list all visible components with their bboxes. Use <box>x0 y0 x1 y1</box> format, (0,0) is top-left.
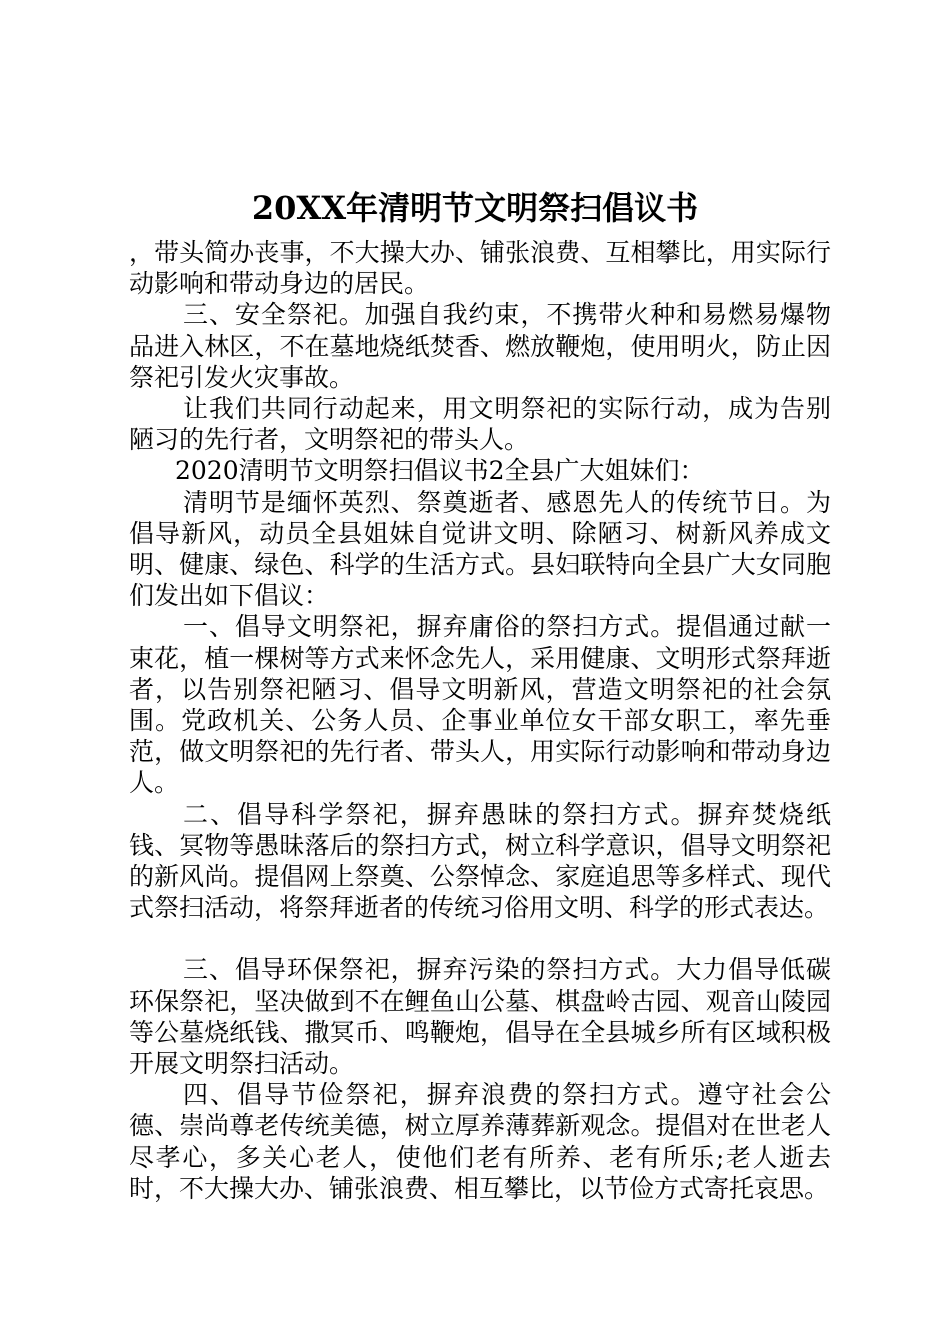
paragraph-item-3: 三、倡导环保祭祀，摒弃污染的祭扫方式。大力倡导低碳环保祭祀，坚决做到不在鲤鱼山公墓、棋盘岭古园、观音山陵园等公墓烧纸钱、撒冥币、鸣鞭炮，倡导在全县城乡所有区域积极开展文明祭扫活动。 <box>129 955 831 1079</box>
paragraph-item-2: 二、倡导科学祭祀，摒弃愚昧的祭扫方式。摒弃焚烧纸钱、冥物等愚昧落后的祭扫方式，树立科学意识，倡导文明祭祀的新风尚。提倡网上祭奠、公祭悼念、家庭追思等多样式、现代式祭扫活动，将祭拜逝者的传统习俗用文明、科学的形式表达。 <box>129 799 831 923</box>
document-body <box>129 237 831 1204</box>
paragraph-item-4: 四、倡导节俭祭祀，摒弃浪费的祭扫方式。遵守社会公德、崇尚尊老传统美德，树立厚养薄葬新观念。提倡对在世老人尽孝心，多关心老人，使他们老有所养、老有所乐;老人逝去时，不大操大办、铺张浪费、相互攀比，以节俭方式寄托哀思。 <box>129 1080 831 1203</box>
paragraph-continuation: ，带头简办丧事，不大操大办、铺张浪费、互相攀比，用实际行动影响和带动身边的居民。 <box>129 238 831 299</box>
paragraph-item-1: 一、倡导文明祭祀，摒弃庸俗的祭扫方式。提倡通过献一束花，植一棵树等方式来怀念先人，采用健康、文明形式祭拜逝者，以告别祭祀陋习、倡导文明新风，营造文明祭祀的社会氛围。党政机关、公务人员、企事业单位女干部女职工，率先垂范，做文明祭祀的先行者、带头人，用实际行动影响和带动身边人。 <box>129 612 831 798</box>
paragraph-intro: 清明节是缅怀英烈、祭奠逝者、感恩先人的传统节日。为倡导新风，动员全县姐妹自觉讲文明、除陋习、树新风养成文明、健康、绿色、科学的生活方式。县妇联特向全县广大女同胞们发出如下倡议： <box>129 487 831 611</box>
document-title: 20XX年清明节文明祭扫倡议书 <box>251 189 699 227</box>
paragraph-safety: 三、安全祭祀。加强自我约束，不携带火种和易燃易爆物品进入林区，不在墓地烧纸焚香、燃放鞭炮，使用明火，防止因祭祀引发火灾事故。 <box>129 300 831 392</box>
paragraph-second-heading: 2020清明节文明祭扫倡议书2全县广大姐妹们： <box>175 456 705 486</box>
paragraph-call-to-action: 让我们共同行动起来，用文明祭祀的实际行动，成为告别陋习的先行者，文明祭祀的带头人。 <box>129 394 831 455</box>
